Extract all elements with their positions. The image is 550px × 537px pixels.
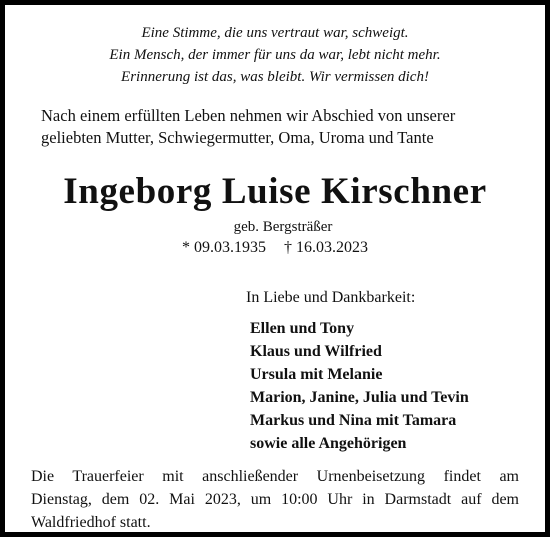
- mourner-entry: Markus und Nina mit Tamara: [250, 412, 457, 429]
- funeral-line: Die Trauerfeier mit anschließender Urnenbeisetzung findet am: [31, 468, 519, 485]
- life-dates: [5, 237, 545, 259]
- funeral-line: Waldfriedhof statt.: [31, 514, 151, 531]
- funeral-details: [31, 465, 519, 534]
- mourners-list: [250, 317, 469, 455]
- mourner-entry: Ellen und Tony: [250, 320, 355, 337]
- mourner-entry: Marion, Janine, Julia und Tevin: [250, 389, 469, 406]
- birth-date: * 09.03.1935: [182, 239, 266, 256]
- mourner-entry: Ursula mit Melanie: [250, 366, 383, 383]
- mourner-entry: sowie alle Angehörigen: [250, 435, 407, 452]
- funeral-line: Dienstag, dem 02. Mai 2023, um 10:00 Uhr in Darmstadt auf dem: [31, 491, 519, 508]
- mourners-heading: In Liebe und Dankbarkeit:: [246, 289, 416, 306]
- intro-line: geliebten Mutter, Schwiegermutter, Oma, Uroma und Tante: [41, 128, 434, 147]
- farewell-intro: [41, 105, 521, 149]
- poem-line: Erinnerung ist das, was bleibt. Wir vermissen dich!: [121, 69, 429, 85]
- deceased-name: Ingeborg Luise Kirschner: [63, 171, 487, 212]
- death-date: † 16.03.2023: [284, 239, 368, 256]
- mourner-entry: Klaus und Wilfried: [250, 343, 382, 360]
- poem-line: Ein Mensch, der immer für uns da war, lebt nicht mehr.: [109, 47, 441, 63]
- intro-line: Nach einem erfüllten Leben nehmen wir Abschied von unserer: [41, 106, 456, 125]
- birth-name: geb. Bergsträßer: [233, 219, 333, 235]
- memorial-poem: [5, 22, 545, 88]
- poem-line: Eine Stimme, die uns vertraut war, schweigt.: [141, 25, 409, 41]
